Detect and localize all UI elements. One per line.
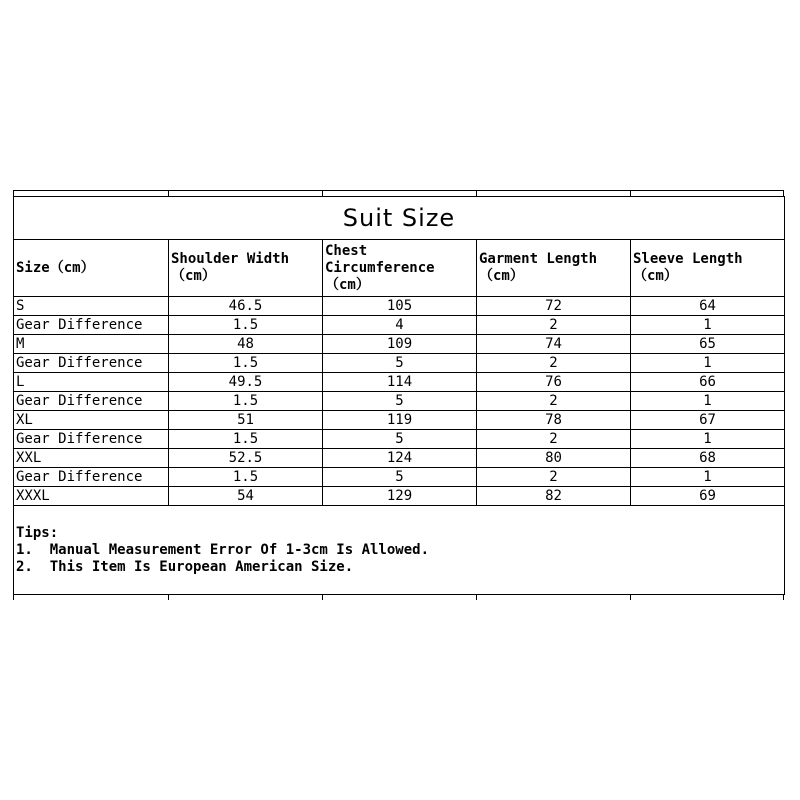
shoulder-width-cell: 1.5 bbox=[169, 316, 323, 335]
garment-length-cell: 74 bbox=[477, 335, 631, 354]
table-row bbox=[14, 373, 785, 392]
size-cell: Gear Difference bbox=[14, 430, 169, 449]
sleeve-length-cell: 66 bbox=[631, 373, 785, 392]
header-chest-circumference: Chest Circumference （cm） bbox=[323, 240, 477, 297]
tip-item: 1. Manual Measurement Error Of 1-3cm Is Allowed. bbox=[16, 541, 430, 558]
shoulder-width-cell: 48 bbox=[169, 335, 323, 354]
sleeve-length-cell: 67 bbox=[631, 411, 785, 430]
size-cell: Gear Difference bbox=[14, 468, 169, 487]
bottom-border-ticks bbox=[13, 594, 784, 600]
tip-item: 2. This Item Is European American Size. bbox=[16, 558, 354, 575]
shoulder-width-cell: 54 bbox=[169, 487, 323, 506]
size-cell: Gear Difference bbox=[14, 316, 169, 335]
garment-length-cell: 2 bbox=[477, 354, 631, 373]
header-shoulder-width: Shoulder Width （cm） bbox=[169, 240, 323, 297]
size-chart bbox=[13, 190, 784, 606]
header-row bbox=[14, 240, 785, 297]
size-cell: Gear Difference bbox=[14, 392, 169, 411]
garment-length-cell: 2 bbox=[477, 392, 631, 411]
size-cell: Gear Difference bbox=[14, 354, 169, 373]
shoulder-width-cell: 46.5 bbox=[169, 297, 323, 316]
garment-length-cell: 2 bbox=[477, 316, 631, 335]
tips-row bbox=[14, 506, 785, 595]
garment-length-cell: 80 bbox=[477, 449, 631, 468]
chest-cell: 5 bbox=[323, 392, 477, 411]
size-cell: M bbox=[14, 335, 169, 354]
garment-length-cell: 2 bbox=[477, 430, 631, 449]
chest-cell: 105 bbox=[323, 297, 477, 316]
sleeve-length-cell: 1 bbox=[631, 354, 785, 373]
shoulder-width-cell: 1.5 bbox=[169, 468, 323, 487]
sleeve-length-cell: 68 bbox=[631, 449, 785, 468]
header-garment-length: Garment Length （cm） bbox=[477, 240, 631, 297]
header-size: Size（cm） bbox=[14, 240, 169, 297]
shoulder-width-cell: 51 bbox=[169, 411, 323, 430]
title-row bbox=[14, 197, 785, 240]
sleeve-length-cell: 1 bbox=[631, 316, 785, 335]
table-row bbox=[14, 316, 785, 335]
garment-length-cell: 82 bbox=[477, 487, 631, 506]
tips-section bbox=[14, 506, 785, 595]
top-border bbox=[13, 190, 784, 191]
size-table bbox=[13, 196, 785, 595]
table-row bbox=[14, 335, 785, 354]
table-row bbox=[14, 430, 785, 449]
shoulder-width-cell: 1.5 bbox=[169, 430, 323, 449]
chest-cell: 4 bbox=[323, 316, 477, 335]
table-title: Suit Size bbox=[14, 197, 785, 240]
sleeve-length-cell: 1 bbox=[631, 392, 785, 411]
size-cell: XXL bbox=[14, 449, 169, 468]
chest-cell: 129 bbox=[323, 487, 477, 506]
size-cell: S bbox=[14, 297, 169, 316]
table-row bbox=[14, 411, 785, 430]
size-cell: L bbox=[14, 373, 169, 392]
chest-cell: 5 bbox=[323, 468, 477, 487]
sleeve-length-cell: 65 bbox=[631, 335, 785, 354]
chest-cell: 5 bbox=[323, 354, 477, 373]
table-row bbox=[14, 468, 785, 487]
size-cell: XL bbox=[14, 411, 169, 430]
chest-cell: 119 bbox=[323, 411, 477, 430]
shoulder-width-cell: 1.5 bbox=[169, 354, 323, 373]
garment-length-cell: 76 bbox=[477, 373, 631, 392]
garment-length-cell: 2 bbox=[477, 468, 631, 487]
table-row bbox=[14, 449, 785, 468]
table-row bbox=[14, 297, 785, 316]
tips-heading: Tips: bbox=[16, 524, 59, 541]
table-row bbox=[14, 487, 785, 506]
shoulder-width-cell: 1.5 bbox=[169, 392, 323, 411]
chest-cell: 124 bbox=[323, 449, 477, 468]
chest-cell: 109 bbox=[323, 335, 477, 354]
sleeve-length-cell: 64 bbox=[631, 297, 785, 316]
table-row bbox=[14, 354, 785, 373]
table-row bbox=[14, 392, 785, 411]
shoulder-width-cell: 52.5 bbox=[169, 449, 323, 468]
shoulder-width-cell: 49.5 bbox=[169, 373, 323, 392]
chest-cell: 5 bbox=[323, 430, 477, 449]
sleeve-length-cell: 69 bbox=[631, 487, 785, 506]
header-sleeve-length: Sleeve Length （cm） bbox=[631, 240, 785, 297]
garment-length-cell: 72 bbox=[477, 297, 631, 316]
sleeve-length-cell: 1 bbox=[631, 468, 785, 487]
garment-length-cell: 78 bbox=[477, 411, 631, 430]
size-cell: XXXL bbox=[14, 487, 169, 506]
sleeve-length-cell: 1 bbox=[631, 430, 785, 449]
chest-cell: 114 bbox=[323, 373, 477, 392]
